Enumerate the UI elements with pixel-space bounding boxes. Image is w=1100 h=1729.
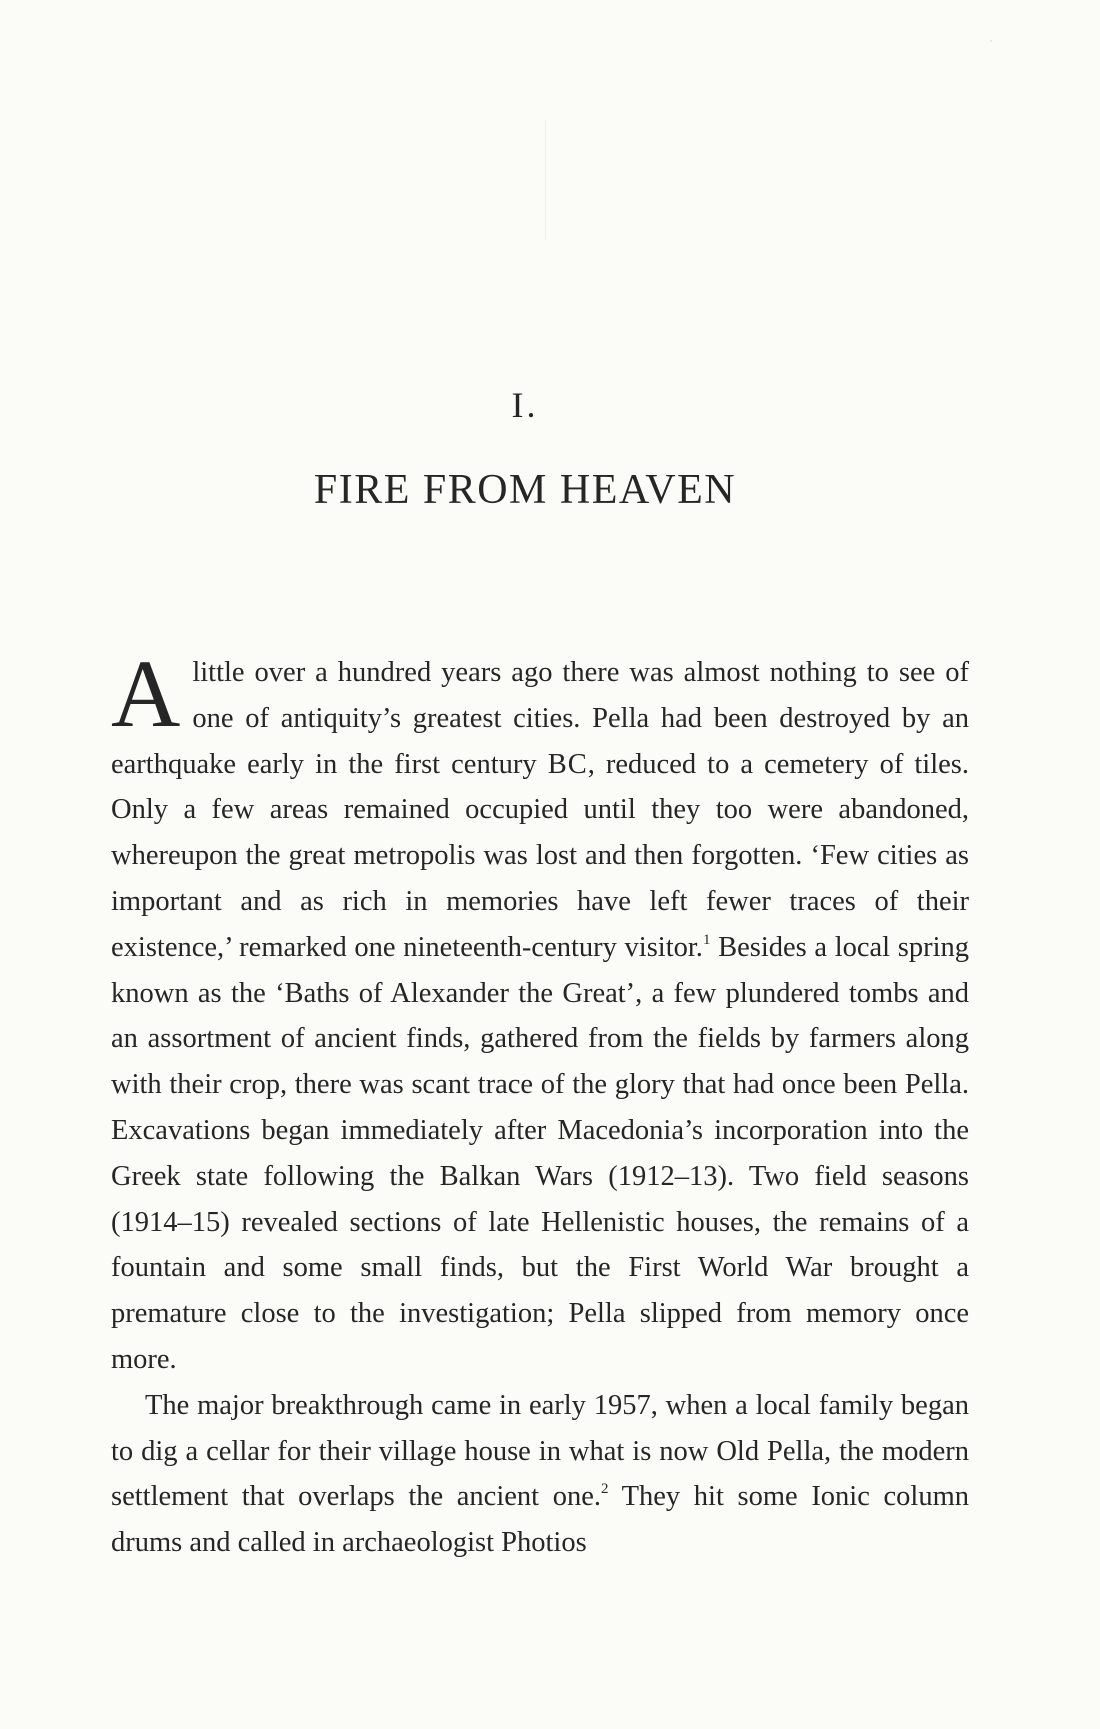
chapter-title: FIRE FROM HEAVEN — [313, 467, 737, 513]
chapter-body — [111, 640, 969, 1566]
scan-artifact — [545, 120, 546, 240]
drop-cap: A — [111, 640, 181, 747]
paragraph-text: Besides a local spring known as the ‘Baths of Alexander the Great’, a few plundered tombs and an assortment of ancient finds, gathered from the fields by farmers along with their crop, there was scant trace of the glory that had once been Pella. Excavations began immediately after Macedonia’s incorporation into the Greek state following the Balkan Wars (1912–13). Two field seasons (1914–15) revealed sections of late Hellenistic houses, the remains of a fountain and some small finds, but the First World War brought a premature close to the investigation; Pella slipped from memory once more. — [111, 931, 969, 1375]
paragraph-text: little over a hundred years ago there was almost nothing to see of one of antiquity’s greatest cities. Pella had been destroyed by an earthquake early in the first century — [111, 657, 969, 780]
paragraph-text: They hit some Ionic column drums and called in archaeologist Photios — [111, 1481, 969, 1559]
footnote-marker[interactable]: 2 — [600, 1481, 609, 1498]
paragraph-text: The major breakthrough came in early 1957, when a local family began to dig a cellar for their village house in what is now Old Pella, the modern settlement that overlaps the ancient one. — [111, 1389, 969, 1513]
chapter-number: I. — [511, 385, 539, 425]
scan-artifact — [990, 40, 992, 42]
paragraph — [111, 1383, 969, 1566]
paragraph — [111, 640, 969, 1383]
paragraph-text: , reduced to a cemetery of tiles. Only a few areas remained occupied until they too were abandoned, whereupon the great metropolis was lost and then forgotten. ‘Few cities as important and as rich in memories have left fewer traces of their existence,’ remarked one nineteenth-century visitor. — [111, 748, 969, 963]
era-abbreviation: BC — [547, 748, 588, 780]
footnote-marker[interactable]: 1 — [702, 931, 711, 948]
